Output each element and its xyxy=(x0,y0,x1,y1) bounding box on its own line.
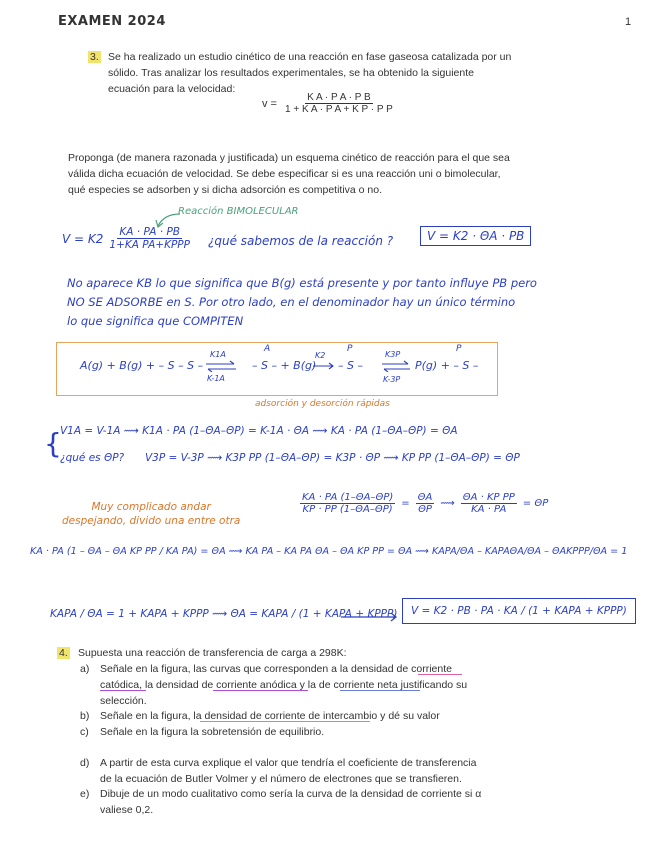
question-4-intro: Supuesta una reacción de transferencia de carga a 298K: xyxy=(78,647,347,659)
item-a-label: a) xyxy=(80,663,90,675)
division-equation: $\frac{KA \cdot PA (1-\Theta A-\Theta P)}{KP \cdot PP (1-\Theta A-\Theta P)}$ = $\frac{\Theta A}{\Theta P}$ ⟿ $\frac{\text{ΘA · KP PP}}{KA \cdot PA}$ = ΘP xyxy=(302,492,549,515)
k3p-label: K3P xyxy=(385,350,401,359)
item-b-label: b) xyxy=(80,710,90,722)
adsorbed-p2-label: P xyxy=(456,344,462,354)
question-note: ¿qué sabemos de la reacción ? xyxy=(208,234,394,248)
reasoning-paragraph: No aparece KB lo que significa que B(g) está presente y por tanto influye PB pero NO SE ADSORBE en S. Por otro lado, en el denominador hay un único término lo que significa que COMPITEN xyxy=(67,276,537,328)
boxed-rate: V = K2 · ΘA · PB xyxy=(420,226,531,246)
underline-intercambio xyxy=(200,721,370,722)
substitution-line: KA · PA (1 – ΘA – ΘA KP PP / KA PA) = ΘA ⟿ KA PA – KA PA ΘA – ΘA KP PP = ΘA ⟿ KAPA/ΘA – KAPAΘA/ΘA – ΘAKPPP/ΘA = 1 xyxy=(30,546,628,557)
adsorbed-p-label: P xyxy=(347,344,353,354)
division-note: Muy complicado andar despejando, divido una entre otra xyxy=(62,501,241,527)
mechanism-step-4: P(g) + – S – xyxy=(415,359,479,372)
mechanism-step-2: – S – + B(g) xyxy=(252,359,317,372)
bimolecular-label: Reacción BIMOLECULAR xyxy=(178,206,299,217)
item-e-text: Dibuje de un modo cualitativo como sería la curva de la densidad de corriente si α valiese 0,2. xyxy=(100,788,482,816)
k1a-label: K1A xyxy=(210,350,226,359)
item-d-text: A partir de esta curva explique el valor que tendría el coeficiente de transferencia de la ecuación de Butler Volmer y el número de electrones que se transfieren. xyxy=(100,757,477,785)
underline-corriente xyxy=(418,674,462,675)
handwritten-rate: V = K2 $\frac{KA \cdot PA \cdot PB}{\text{1+KA PA+KPPP}}$ xyxy=(62,226,190,251)
theta-a-result: KAPA / ΘA = 1 + KAPA + KPPP ⟿ ΘA = KAPA / (1 + KAPA + KPPP) xyxy=(50,608,398,620)
adsorbed-a-label: A xyxy=(264,344,271,354)
final-rate-box: V = K2 · PB · PA · KA / (1 + KAPA + KPPP) xyxy=(402,598,636,624)
underline-neta xyxy=(340,690,420,691)
equilibrium-arrow-icon-2 xyxy=(380,360,412,372)
question-4-number: 4. xyxy=(59,647,68,659)
what-is-thetap: ¿qué es ΘP? xyxy=(60,452,125,464)
exam-title: EXAMEN 2024 xyxy=(58,14,166,29)
equilibrium-arrow-icon xyxy=(204,360,238,372)
underline-catodica xyxy=(100,690,146,691)
left-brace: { xyxy=(44,427,62,460)
item-e-label: e) xyxy=(80,788,90,800)
question-3-statement: Se ha realizado un estudio cinético de una reacción en fase gaseosa catalizada por un sólido. Tras analizar los resultados experimentales, se ha obtenido la siguiente ecuación para la velocidad: xyxy=(108,51,512,95)
question-3-task: Proponga (de manera razonada y justificada) un esquema cinético de reacción para el que sea válida dicha ecuación de velocidad. Se debe especificar si es una reacción uni o bimolecular, qué especies se adsorben y si dicha adsorción es competitiva o no. xyxy=(68,152,510,196)
item-a-text: Señale en la figura, las curvas que corresponden a la densidad de corriente catódica, la densidad de corriente anódica y la de corriente neta justificando su selección. xyxy=(100,663,468,707)
mechanism-step-3: – S – xyxy=(338,359,363,372)
adsorption-equilibrium-p: V3P = V-3P ⟿ K3P PP (1–ΘA–ΘP) = K3P · ΘP ⟿ KP PP (1–ΘA–ΘP) = ΘP xyxy=(145,452,520,464)
adsorption-label: adsorción y desorción rápidas xyxy=(255,399,390,409)
underline-anodica xyxy=(213,690,308,691)
item-c-label: c) xyxy=(80,726,89,738)
rate-equation: v = $\frac{\text{K A · P A · P B}}{\text{1 + K A · P A + K P · P P}}$ xyxy=(262,92,393,115)
mechanism-step-1: A(g) + B(g) + – S – S – xyxy=(80,359,204,372)
k2-label: K2 xyxy=(315,351,326,360)
km1a-label: K-1A xyxy=(207,374,225,383)
forward-arrow-icon xyxy=(312,362,336,370)
km3p-label: K-3P xyxy=(383,375,401,384)
item-c-text: Señale en la figura la sobretensión de equilibrio. xyxy=(100,726,325,738)
page-number: 1 xyxy=(625,16,632,28)
result-arrow-icon xyxy=(340,612,400,622)
adsorption-equilibrium-a: V1A = V-1A ⟿ K1A · PA (1–ΘA–ΘP) = K-1A · ΘA ⟿ KA · PA (1–ΘA–ΘP) = ΘA xyxy=(60,425,458,437)
item-b-text: Señale en la figura, la densidad de corriente de intercambio y dé su valor xyxy=(100,710,440,722)
question-3-number: 3. xyxy=(90,51,99,63)
item-d-label: d) xyxy=(80,757,90,769)
